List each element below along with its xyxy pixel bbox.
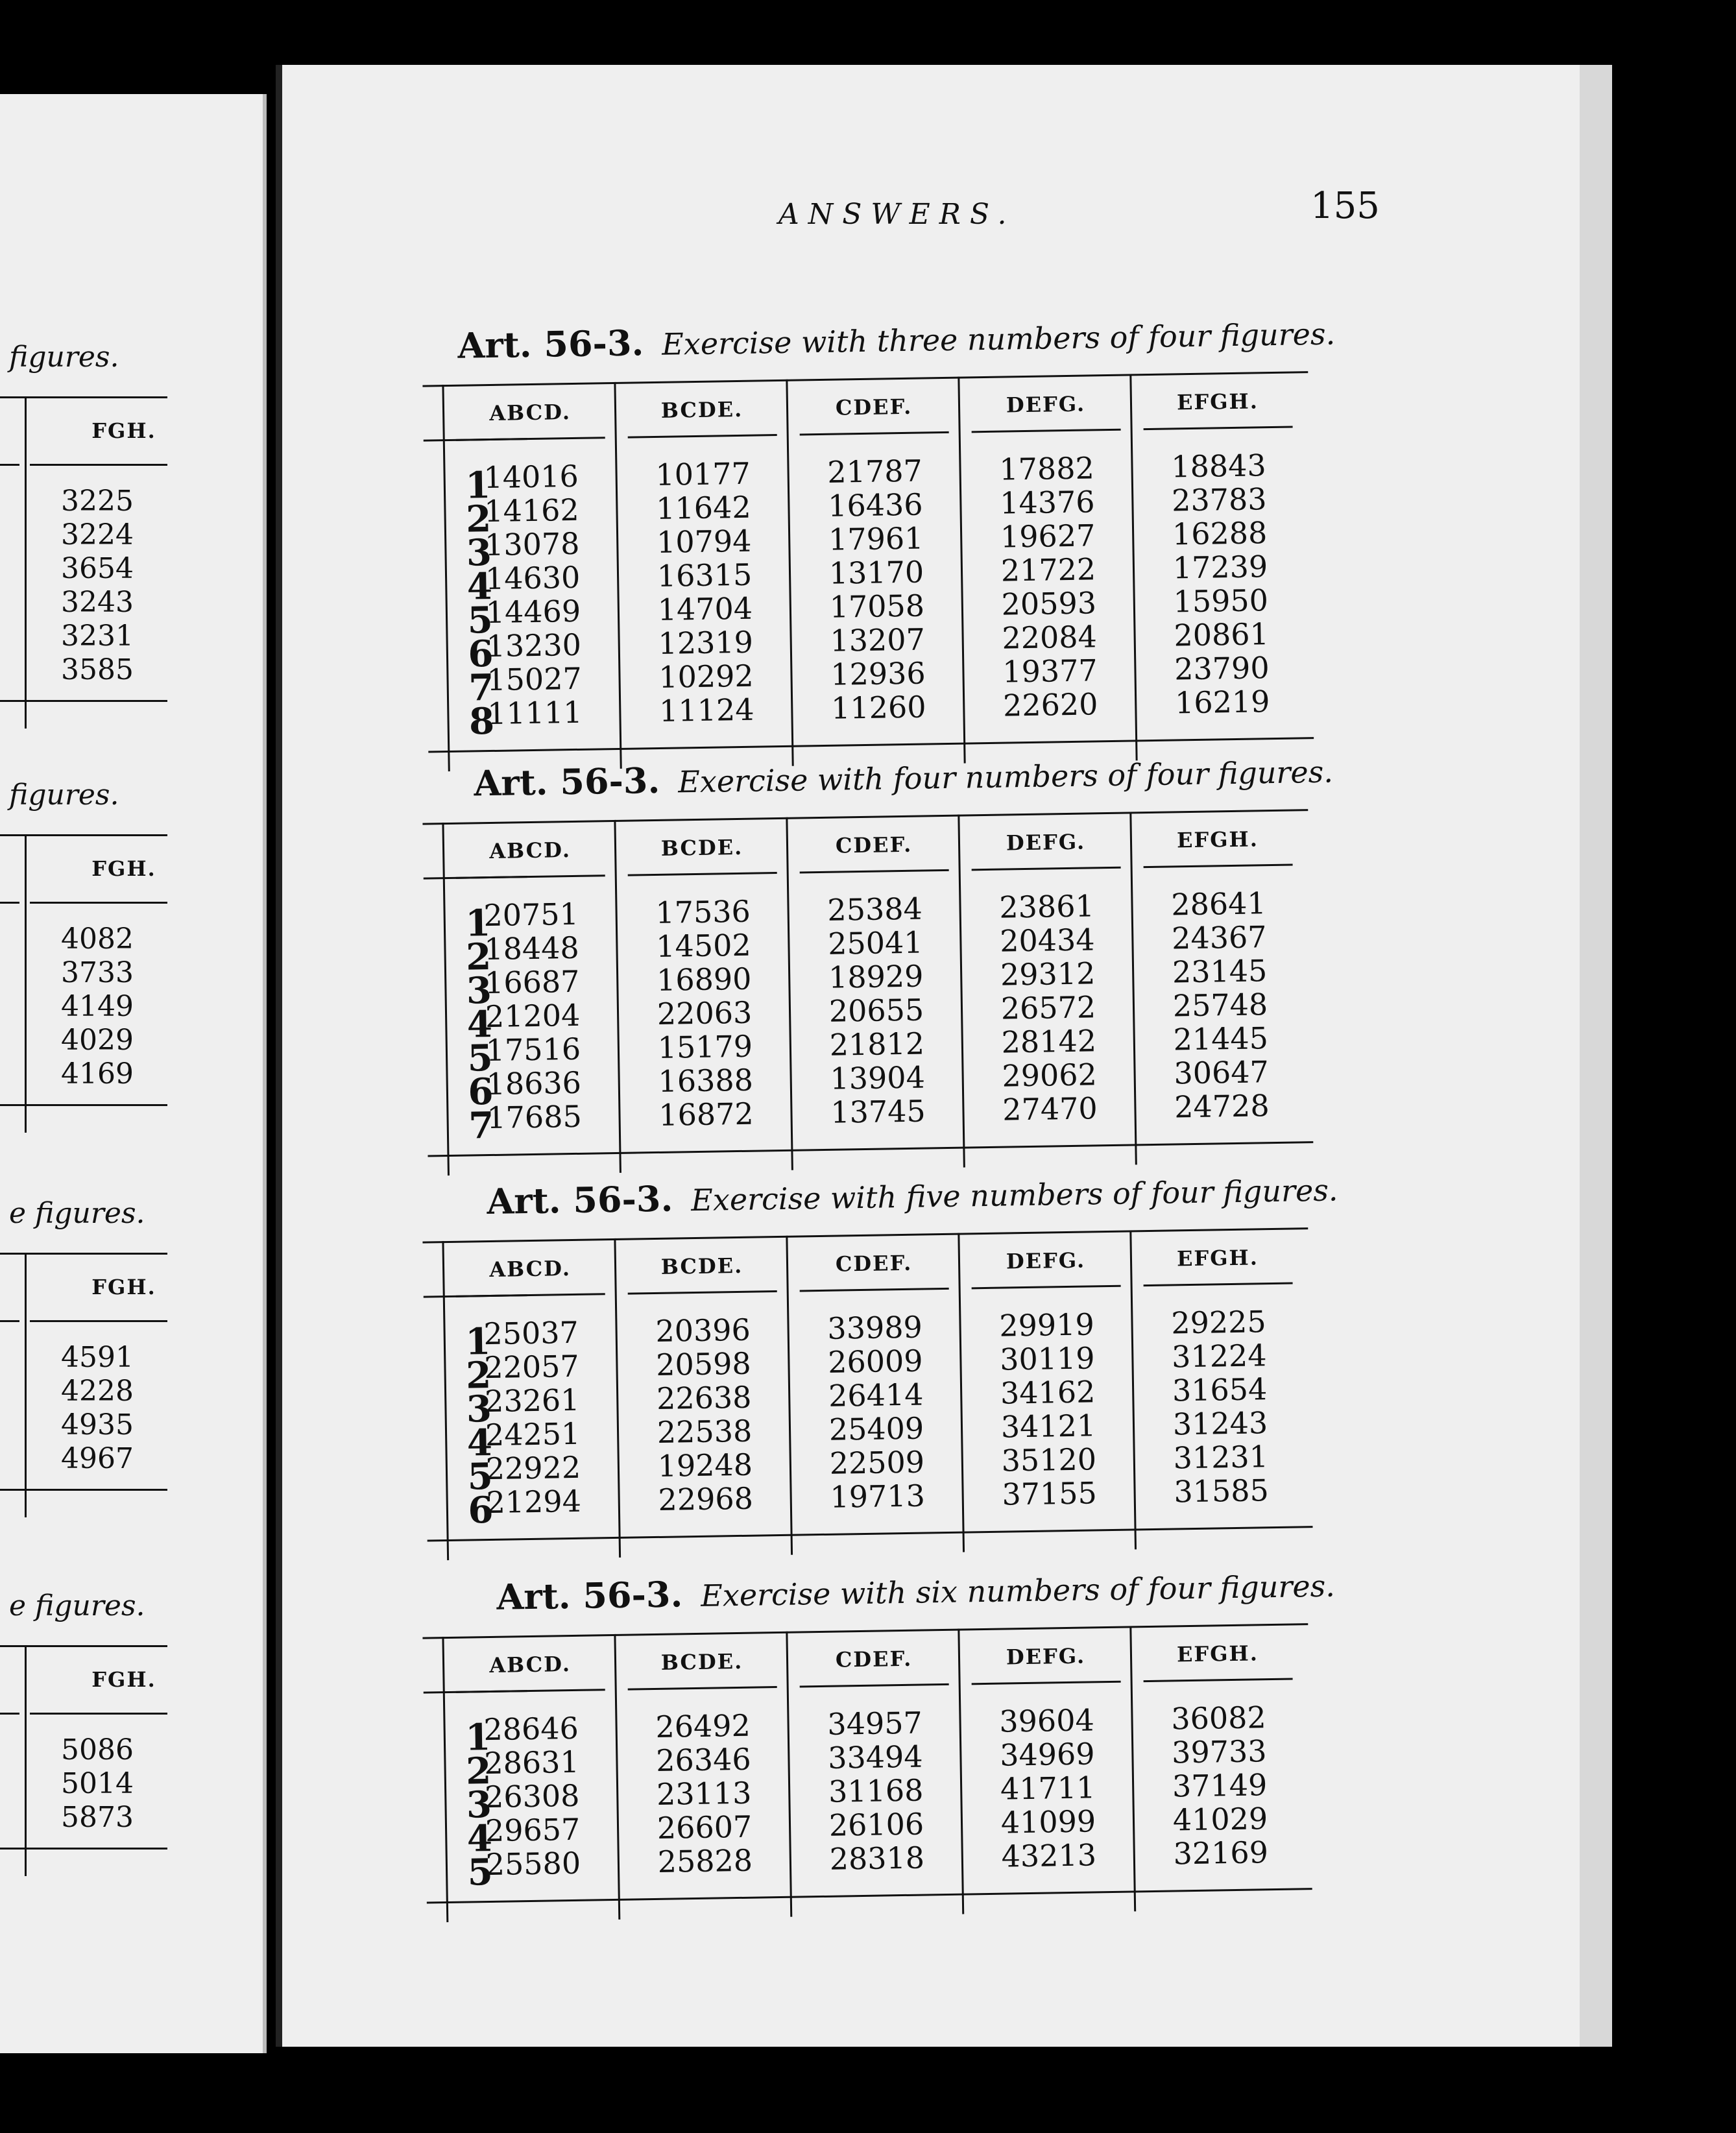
table-cell: 22063 [657, 994, 753, 1031]
table-cell: 31654 [1172, 1371, 1268, 1408]
table-cell: 30119 [999, 1340, 1095, 1377]
left-rule [30, 1320, 167, 1322]
table-cell: 21445 [1173, 1020, 1269, 1057]
table-cell: 14162 [483, 492, 580, 529]
left-column-header-label: FGH. [91, 1275, 156, 1299]
column-divider [1129, 1626, 1136, 1911]
column-divider [958, 1629, 964, 1914]
section-title [487, 1167, 1338, 1222]
row-number: 6 [467, 1070, 494, 1114]
header-rule [972, 867, 1121, 871]
table-cell: 21812 [829, 1026, 925, 1063]
table-cell: 19627 [1000, 518, 1096, 555]
left-column-values [61, 485, 134, 687]
row-number: 6 [467, 1488, 494, 1532]
left-value: 3225 [61, 485, 134, 518]
left-value: 3585 [61, 653, 134, 686]
table-cell: 28631 [483, 1744, 580, 1781]
left-value: 3224 [61, 518, 134, 551]
table-cell: 13230 [486, 627, 582, 664]
table-cell: 24728 [1174, 1088, 1270, 1125]
table-cell: 26572 [1000, 989, 1096, 1026]
table-cell: 28318 [829, 1840, 925, 1877]
table-cell: 13170 [828, 554, 924, 591]
table-cell: 18448 [483, 930, 580, 967]
left-rule [0, 902, 19, 904]
left-column-header-label: FGH. [91, 1667, 156, 1692]
column-header: ABCD. [488, 400, 572, 426]
left-value: 4082 [61, 922, 134, 956]
row-number: 4 [466, 564, 493, 609]
next-page-edge [1580, 65, 1612, 2047]
left-rule [0, 464, 19, 466]
table-cell: 13745 [830, 1093, 926, 1130]
table-cell: 18636 [486, 1065, 582, 1102]
left-rule [30, 1713, 167, 1715]
section-description: Exercise with four numbers of four figures. [677, 754, 1334, 800]
row-number: 1 [464, 901, 491, 945]
table-bottom-rule [428, 1526, 1313, 1541]
table-cell: 39733 [1171, 1733, 1267, 1770]
left-column-header [0, 1275, 208, 1299]
header-rule [628, 1686, 777, 1691]
table-cell: 31243 [1172, 1405, 1268, 1442]
section-title [474, 749, 1333, 804]
table-cell: 21294 [486, 1483, 582, 1521]
table-cell: 22968 [658, 1480, 754, 1517]
left-value: 5873 [61, 1801, 134, 1834]
column-header: ABCD. [488, 1256, 572, 1282]
table-cell: 27470 [1002, 1091, 1098, 1127]
table-cell: 21204 [485, 997, 581, 1035]
section-art-label: Art. 56-3. [457, 322, 644, 367]
left-rule [0, 1848, 167, 1850]
column-divider [1129, 1230, 1137, 1549]
column-header: BCDE. [660, 1648, 743, 1675]
left-page-fragment [0, 94, 267, 2053]
column-header: DEFG. [1006, 1643, 1086, 1670]
left-column-header-label: FGH. [91, 856, 156, 881]
row-number: 5 [467, 1454, 494, 1499]
table-cell: 14630 [485, 559, 581, 597]
table-cell: 18843 [1170, 448, 1267, 485]
table-cell: 13078 [484, 525, 580, 563]
table-cell: 12319 [658, 624, 754, 661]
column-header: ABCD. [488, 1652, 572, 1678]
table-cell: 19713 [830, 1478, 926, 1515]
header-rule [456, 1689, 605, 1693]
left-rule [0, 1489, 167, 1491]
left-section-title: e figures. [9, 1197, 145, 1230]
table-cell: 23783 [1171, 481, 1267, 518]
table-cell: 25580 [485, 1845, 581, 1883]
left-rule [0, 700, 167, 702]
table-cell: 17685 [486, 1098, 583, 1136]
table-cell: 23790 [1174, 650, 1270, 687]
table-cell: 14376 [999, 484, 1095, 521]
table-cell: 25409 [828, 1410, 924, 1447]
right-page [276, 65, 1586, 2047]
table-cell: 37155 [1002, 1475, 1098, 1512]
table-cell: 25748 [1172, 987, 1268, 1024]
column-header: BCDE. [660, 1253, 743, 1279]
table-cell: 16872 [658, 1096, 754, 1133]
table-cell: 34969 [999, 1736, 1095, 1773]
table-cell: 35120 [1001, 1441, 1097, 1478]
table-cell: 20434 [999, 922, 1095, 959]
left-value: 4149 [61, 990, 134, 1023]
left-value: 3733 [61, 956, 134, 989]
left-rule [0, 1713, 19, 1715]
table-bottom-rule [428, 1141, 1313, 1157]
left-column-header-label: FGH. [91, 418, 156, 443]
left-value: 3231 [61, 620, 134, 653]
table-cell: 34957 [827, 1705, 923, 1742]
table-cell: 29919 [998, 1307, 1095, 1344]
table-cell: 20861 [1174, 616, 1270, 653]
left-column-divider [25, 1645, 27, 1876]
row-number: 2 [465, 497, 492, 541]
table-cell: 29312 [1000, 956, 1096, 993]
row-number: 4 [466, 1421, 493, 1465]
row-number: 7 [468, 666, 494, 710]
column-header: EFGH. [1176, 1245, 1259, 1271]
table-cell: 16687 [484, 963, 580, 1001]
table-cell: 16288 [1172, 515, 1268, 552]
header-rule [1144, 1283, 1293, 1287]
table-cell: 14016 [483, 458, 579, 496]
table-cell: 22922 [485, 1449, 581, 1487]
column-header: BCDE. [660, 396, 743, 423]
table-cell: 22538 [657, 1413, 753, 1450]
table-cell: 16219 [1174, 684, 1270, 721]
table-cell: 15179 [657, 1028, 753, 1065]
column-header: EFGH. [1176, 389, 1259, 415]
left-rule [0, 1320, 19, 1322]
column-header: CDEF. [835, 394, 913, 420]
table-cell: 29225 [1170, 1304, 1267, 1341]
table-cell: 10177 [655, 455, 751, 492]
section-description: Exercise with six numbers of four figures. [700, 1568, 1336, 1613]
column-header: DEFG. [1006, 829, 1086, 856]
page-number: 155 [1310, 185, 1380, 227]
header-rule [972, 1681, 1121, 1685]
row-number: 1 [464, 463, 491, 507]
table-bottom-rule [427, 1888, 1312, 1903]
table-cell: 11124 [658, 692, 754, 729]
row-number: 2 [465, 935, 492, 979]
table-cell: 31231 [1173, 1439, 1269, 1476]
table-cell: 28641 [1170, 886, 1267, 922]
row-number: 3 [466, 531, 492, 575]
column-divider [786, 1632, 792, 1917]
table-cell: 34121 [1000, 1408, 1096, 1445]
column-divider [614, 1634, 620, 1920]
header-rule [972, 429, 1121, 433]
left-column-divider [25, 1253, 27, 1517]
left-section-title: figures. [9, 778, 119, 812]
left-rule [30, 464, 167, 466]
header-rule [456, 874, 605, 879]
column-divider [958, 1233, 965, 1552]
table-cell: 21722 [1000, 551, 1096, 588]
table-cell: 13904 [830, 1059, 926, 1096]
left-section-title: figures. [9, 341, 119, 374]
row-number: 2 [465, 1353, 492, 1397]
table-cell: 31224 [1171, 1338, 1267, 1375]
table-cell: 41099 [1000, 1803, 1096, 1840]
table-cell: 31585 [1174, 1473, 1270, 1510]
header-rule [972, 1285, 1121, 1290]
column-divider [442, 823, 450, 1175]
column-divider [442, 1637, 448, 1922]
header-rule [456, 1293, 605, 1297]
header-rule [628, 434, 777, 439]
table-cell: 15950 [1173, 583, 1269, 620]
section-title [457, 311, 1336, 367]
left-value: 5014 [61, 1767, 134, 1800]
left-value: 4169 [61, 1057, 134, 1091]
table-cell: 22084 [1002, 619, 1098, 656]
table-cell: 26308 [484, 1778, 580, 1815]
running-head: ANSWERS. [778, 198, 1016, 231]
left-value: 4591 [61, 1341, 134, 1374]
table-cell: 19377 [1002, 653, 1098, 690]
table-cell: 23861 [998, 888, 1095, 925]
table-cell: 11260 [830, 689, 926, 726]
header-rule [628, 872, 777, 876]
table-cell: 32169 [1173, 1835, 1269, 1872]
column-divider [442, 385, 450, 771]
table-cell: 26106 [828, 1806, 924, 1843]
left-value: 4029 [61, 1024, 134, 1057]
section-title [496, 1563, 1335, 1618]
table-cell: 11642 [655, 489, 752, 526]
row-number: 2 [465, 1749, 492, 1793]
left-value: 4967 [61, 1442, 134, 1475]
table-cell: 28142 [1001, 1023, 1097, 1060]
column-header: EFGH. [1176, 1641, 1259, 1667]
table-cell: 14469 [485, 593, 581, 631]
table-cell: 17882 [998, 450, 1095, 487]
table-cell: 23261 [484, 1382, 580, 1419]
left-column-divider [25, 396, 27, 729]
header-rule [1144, 426, 1293, 431]
table-top-rule [422, 371, 1308, 387]
row-number: 6 [467, 632, 494, 676]
table-cell: 10794 [656, 523, 752, 560]
table-cell: 11111 [487, 694, 583, 732]
column-header: ABCD. [488, 838, 572, 863]
table-cell: 16890 [656, 961, 752, 998]
table-cell: 20396 [655, 1312, 751, 1349]
table-cell: 30647 [1174, 1054, 1270, 1091]
table-cell: 13207 [830, 621, 926, 658]
row-number: 1 [464, 1715, 491, 1759]
table-cell: 23145 [1172, 953, 1268, 990]
table-cell: 20751 [483, 896, 579, 934]
answer-section [282, 307, 1586, 743]
left-section-title: e figures. [9, 1589, 145, 1622]
table-cell: 26009 [827, 1343, 923, 1380]
column-divider [614, 1238, 621, 1558]
table-cell: 16315 [657, 557, 753, 594]
table-bottom-rule [428, 737, 1314, 753]
table-cell: 18929 [828, 958, 924, 995]
left-value: 3654 [61, 552, 134, 585]
table-cell: 22638 [656, 1379, 752, 1416]
left-value: 4228 [61, 1375, 134, 1408]
table-cell: 24367 [1171, 919, 1267, 956]
table-cell: 17516 [485, 1031, 581, 1068]
left-value: 3243 [61, 586, 134, 619]
table-cell: 26414 [828, 1377, 924, 1414]
left-column-header [0, 418, 208, 443]
left-column-header [0, 856, 208, 881]
header-rule [456, 437, 605, 441]
header-rule [628, 1290, 777, 1295]
table-cell: 26346 [655, 1741, 752, 1778]
table-cell: 24251 [485, 1416, 581, 1453]
table-cell: 21787 [827, 453, 923, 490]
row-number: 5 [467, 598, 494, 642]
table-top-rule [422, 809, 1308, 825]
table-cell: 22620 [1002, 686, 1098, 723]
left-value: 4935 [61, 1408, 134, 1441]
column-divider [442, 1241, 449, 1560]
table-cell: 22509 [829, 1444, 925, 1481]
left-value: 5086 [61, 1733, 134, 1766]
left-column-values [61, 1733, 134, 1835]
table-top-rule [422, 1227, 1308, 1243]
section-art-label: Art. 56-3. [473, 759, 660, 804]
answer-section [282, 1559, 1586, 1894]
row-number: 5 [467, 1036, 494, 1080]
table-cell: 26607 [657, 1809, 753, 1846]
section-description: Exercise with five numbers of four figures. [690, 1172, 1338, 1218]
table-cell: 16436 [827, 487, 923, 524]
table-cell: 39604 [998, 1702, 1095, 1739]
row-number: 3 [466, 1387, 492, 1431]
left-rule [0, 1104, 167, 1106]
table-cell: 25041 [827, 924, 923, 961]
column-header: DEFG. [1006, 1247, 1086, 1274]
column-header: DEFG. [1006, 391, 1086, 418]
row-number: 4 [466, 1816, 493, 1861]
table-cell: 23113 [656, 1775, 752, 1812]
answer-section [282, 1163, 1586, 1532]
table-cell: 10292 [658, 658, 754, 695]
table-cell: 33989 [827, 1309, 923, 1346]
table-cell: 15027 [486, 660, 583, 698]
table-cell: 33494 [827, 1739, 923, 1776]
section-art-label: Art. 56-3. [496, 1573, 683, 1618]
table-cell: 17239 [1172, 549, 1268, 586]
table-cell: 20593 [1001, 585, 1097, 622]
header-rule [800, 869, 949, 874]
row-number: 5 [467, 1850, 494, 1894]
left-column-values [61, 1341, 134, 1476]
table-cell: 16388 [658, 1062, 754, 1099]
table-cell: 14502 [655, 927, 752, 964]
column-header: EFGH. [1176, 826, 1259, 853]
row-number: 3 [466, 1783, 492, 1827]
table-cell: 41711 [1000, 1770, 1096, 1807]
table-cell: 25384 [827, 891, 923, 928]
table-cell: 29657 [485, 1811, 581, 1849]
table-cell: 17058 [829, 588, 925, 625]
header-rule [1144, 1678, 1293, 1683]
column-divider [786, 1236, 793, 1555]
column-header: BCDE. [660, 834, 743, 861]
table-cell: 25828 [657, 1842, 753, 1879]
left-column-divider [25, 834, 27, 1133]
header-rule [1144, 864, 1293, 869]
header-rule [800, 1683, 949, 1688]
table-cell: 20598 [655, 1345, 752, 1382]
column-header: CDEF. [835, 1250, 913, 1277]
table-cell: 26492 [655, 1707, 751, 1744]
table-cell: 19248 [657, 1447, 753, 1484]
table-cell: 12936 [830, 655, 926, 692]
table-cell: 25037 [483, 1314, 579, 1352]
table-top-rule [422, 1623, 1308, 1639]
column-header: CDEF. [835, 1646, 913, 1672]
table-cell: 36082 [1170, 1700, 1267, 1737]
left-column-header [0, 1667, 208, 1692]
table-cell: 43213 [1001, 1837, 1097, 1874]
row-number: 7 [468, 1103, 494, 1148]
header-rule [800, 1288, 949, 1292]
row-number: 1 [464, 1320, 491, 1364]
section-art-label: Art. 56-3. [486, 1177, 673, 1223]
table-cell: 41029 [1172, 1801, 1268, 1838]
row-number: 3 [466, 969, 492, 1013]
table-cell: 37149 [1172, 1767, 1268, 1804]
left-rule [30, 902, 167, 904]
table-cell: 17536 [655, 893, 751, 930]
answer-section [282, 745, 1586, 1148]
table-cell: 22057 [483, 1348, 580, 1386]
table-cell: 34162 [1000, 1374, 1096, 1411]
row-number: 8 [468, 699, 495, 743]
table-cell: 31168 [828, 1772, 924, 1809]
left-column-values [61, 922, 134, 1091]
table-cell: 28646 [483, 1710, 579, 1748]
row-number: 4 [466, 1002, 493, 1046]
header-rule [800, 431, 949, 436]
table-cell: 14704 [657, 590, 753, 627]
column-header: CDEF. [835, 832, 913, 858]
table-cell: 17961 [828, 520, 924, 557]
section-description: Exercise with three numbers of four figures. [661, 316, 1336, 362]
table-cell: 20655 [828, 992, 924, 1029]
table-cell: 29062 [1002, 1057, 1098, 1094]
